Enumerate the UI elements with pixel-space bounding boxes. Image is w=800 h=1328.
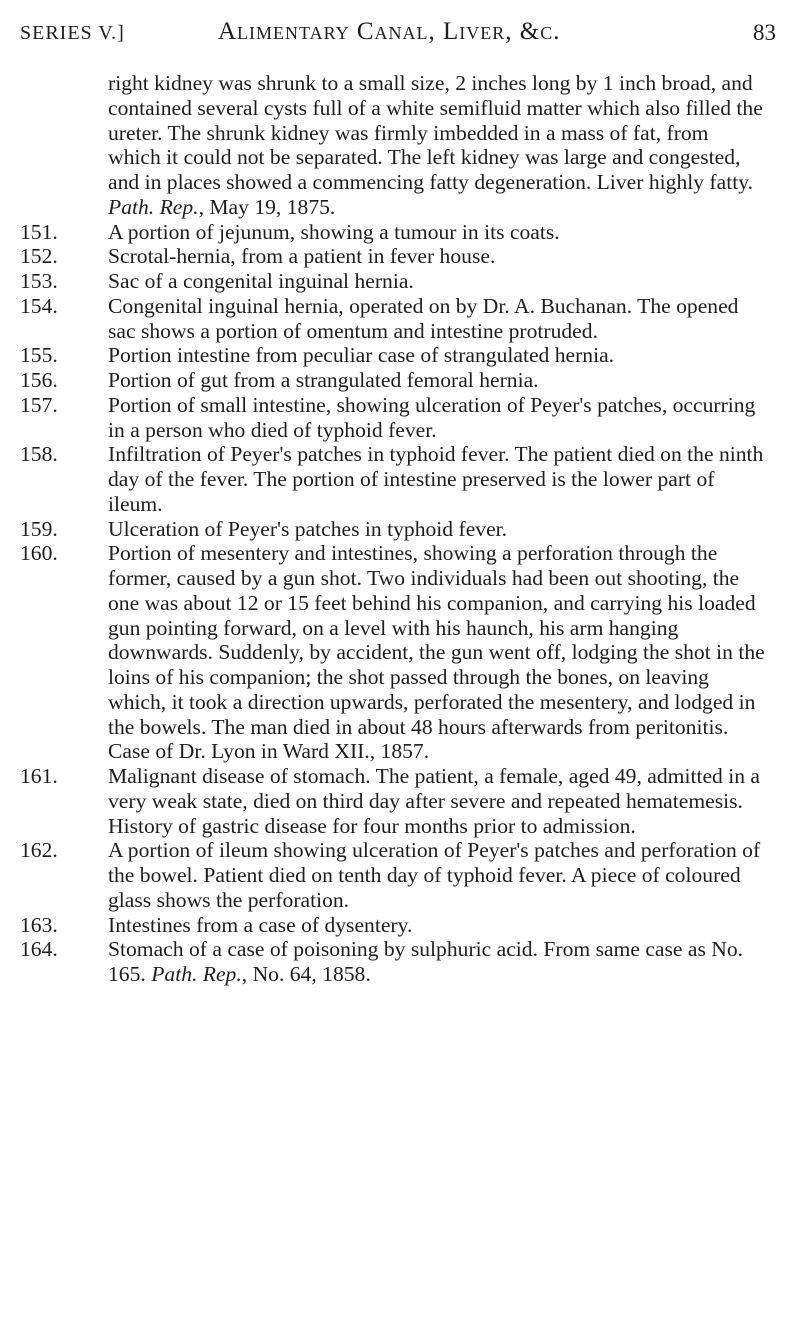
reference-tail: , May 19, 1875. xyxy=(198,194,336,219)
entry-number: 152. xyxy=(20,244,58,269)
entry-number: 161. xyxy=(20,764,58,788)
reference: Path. Rep. xyxy=(151,962,242,986)
entry-text: Intestines from a case of dysentery. xyxy=(108,912,413,937)
series-label: SERIES V.] xyxy=(20,22,125,44)
continuation-text: right kidney was shrunk to a small size, 2 inches long by 1 inch broad, and contained several cysts full of a white semifluid matter which also filled the ureter. The shrunk kidney was firmly imbedded in a mass of fat, from which it could not be separated. The left kidney was large and congested, and in places showed a commencing fatty degeneration. Liver highly fatty. xyxy=(108,71,763,194)
entry-text: Portion of gut from a strangulated femoral hernia. xyxy=(108,368,539,392)
entry-text: Malignant disease of stomach. The patient, a female, aged 49, admitted in a very weak state, died on third day after severe and repeated hematemesis. History of gastric disease for four months prior to admission. xyxy=(108,764,760,838)
entry-number: 157. xyxy=(20,392,58,417)
entry-number: 156. xyxy=(20,368,58,392)
reference: Path. Rep. xyxy=(108,194,199,219)
catalogue-entry-151 xyxy=(20,220,766,245)
entry-text: Stomach of a case of poisoning by sulphuric acid. From same case as No. 165. xyxy=(108,937,744,986)
entry-number: 160. xyxy=(20,541,58,566)
continuation-paragraph xyxy=(20,71,766,220)
page-number: 83 xyxy=(753,20,776,45)
catalogue-entry-157 xyxy=(20,393,766,443)
catalogue-entry-154 xyxy=(20,294,766,344)
entry-number: 159. xyxy=(20,516,58,541)
entry-text: Ulceration of Peyer's patches in typhoid fever. xyxy=(108,516,508,541)
catalogue-entry-155 xyxy=(20,343,766,368)
entry-text: Scrotal-hernia, from a patient in fever house. xyxy=(108,244,496,269)
catalogue-entry-158 xyxy=(20,442,766,516)
entry-text: Congenital inguinal hernia, operated on by Dr. A. Buchanan. The opened sac shows a portion of omentum and intestine protruded. xyxy=(108,293,739,343)
catalogue-entry-162 xyxy=(20,838,766,912)
reference-tail: , No. 64, 1858. xyxy=(241,962,371,986)
entry-text: Portion of small intestine, showing ulceration of Peyer's patches, occurring in a person who died of typhoid fever. xyxy=(108,392,756,442)
catalogue-entry-163 xyxy=(20,913,766,938)
entry-text: Portion of mesentery and intestines, showing a perforation through the former, caused by a gun shot. Two individuals had been out shooting, the one was about 12 or 15 feet behind his companion, and carrying his loaded gun pointing forward, on a level with his haunch, his arm hanging downwards. Suddenly, by accident, the gun went off, lodging the shot in the loins of his companion; the shot passed through the bones, on leaving which, it took a direction upwards, perforated the mesentery, and lodged in the bowels. The man died in about 48 hours afterwards from peritonitis. Case of Dr. Lyon in Ward XII., 1857. xyxy=(108,541,765,764)
running-title: Alimentary Canal, Liver, &c. xyxy=(218,18,561,45)
entry-text: A portion of ileum showing ulceration of Peyer's patches and perforation of the bowel. Patient died on tenth day of typhoid fever. A piece of coloured glass shows the perforation. xyxy=(108,838,761,912)
entry-number: 162. xyxy=(20,838,58,863)
entry-number: 158. xyxy=(20,442,58,467)
page-header xyxy=(20,14,780,54)
entry-number: 155. xyxy=(20,343,58,368)
entry-number: 154. xyxy=(20,293,58,318)
entry-text: Portion intestine from peculiar case of strangulated hernia. xyxy=(108,343,615,368)
entry-number: 164. xyxy=(20,937,58,962)
catalogue-entry-160 xyxy=(20,541,766,764)
entry-text: Infiltration of Peyer's patches in typhoid fever. The patient died on the ninth day of the fever. The portion of intestine preserved is the lower part of ileum. xyxy=(108,442,764,516)
entry-number: 151. xyxy=(20,219,58,244)
catalogue-entry-164 xyxy=(20,937,766,987)
entry-text: A portion of jejunum, showing a tumour in its coats. xyxy=(108,219,560,244)
catalogue-entry-161 xyxy=(20,764,766,838)
page-body xyxy=(20,71,766,987)
catalogue-entry-159 xyxy=(20,517,766,542)
catalogue-entry-152 xyxy=(20,244,766,269)
entry-number: 163. xyxy=(20,912,58,937)
entry-text: Sac of a congenital inguinal hernia. xyxy=(108,269,414,293)
catalogue-entry-153 xyxy=(20,269,766,294)
catalogue-entry-156 xyxy=(20,368,766,393)
entry-number: 153. xyxy=(20,269,58,293)
